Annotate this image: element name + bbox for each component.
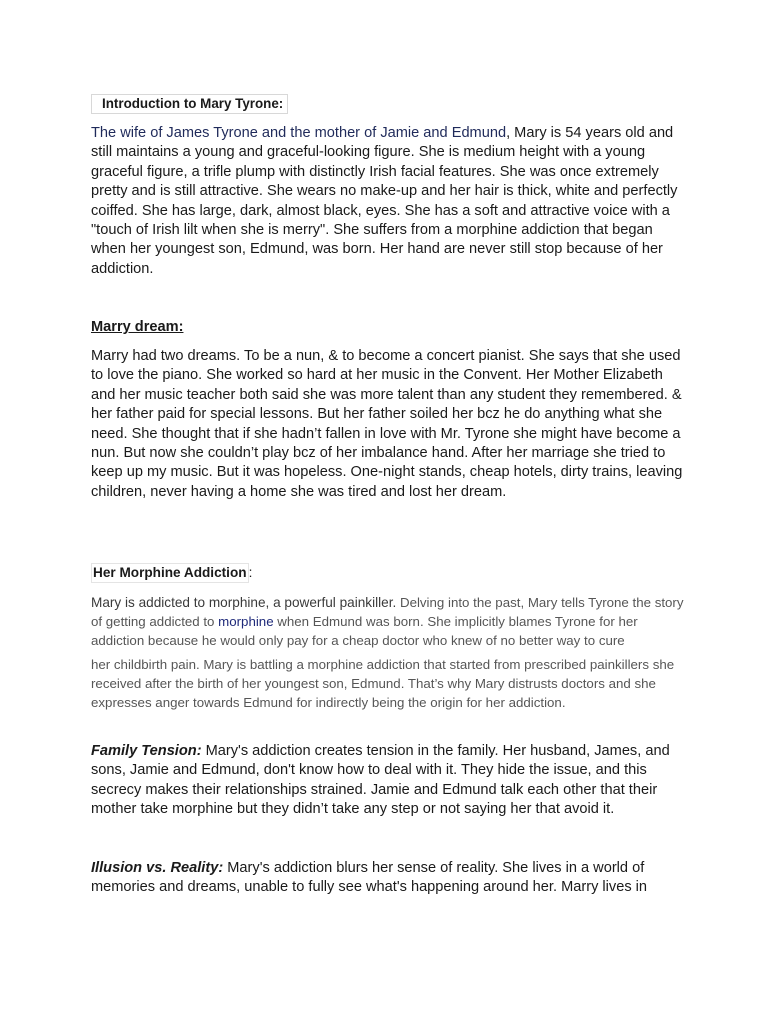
morphine-heading-block — [91, 563, 691, 583]
intro-paragraph-block — [91, 124, 691, 279]
intro-heading-block — [91, 94, 691, 114]
dream-paragraph: Marry had two dreams. To be a nun, & to become a concert pianist. She says that she used to love the piano. She worked so hard at her music in the Convent. Her Mother Elizabeth and her music teacher both said she was more talent than any student they remembered. & her father paid for special lessons. But her father soiled her bcz he do anything what she need. She thought that if she hadn’t fallen in love with Mr. Tyrone she might have become a nun. But now she couldn’t play bcz of her imbalance hand. After her marriage she tried to keep up my music. But it was hopeless. One-night stands, cheap hotels, dirty trains, leaving children, never having a home she was tired and lost her dream. — [91, 348, 683, 500]
morphine-part4: Mary is battling a morphine addiction that started from prescribed painkillers she received after the birth of her youngest son, Edmund. That’s why Mary distrusts doctors and she expresses anger towards Edmund for indirectly being the origin for her addiction. — [91, 656, 675, 710]
intro-lead: The wife of James Tyrone and the mother of Jamie and Edmund — [91, 125, 507, 141]
dream-paragraph-block — [91, 347, 691, 502]
morphine-lead: Mary is addicted to morphine, a powerful painkiller. — [91, 595, 397, 610]
dream-heading: Marry dream: — [91, 319, 184, 335]
morphine-heading: Her Morphine Addiction — [91, 563, 249, 583]
intro-body: , Mary is 54 years old and still maintains a young and graceful-looking figure. She is medium height with a young graceful figure, a trifle plump with distinctly Irish facial features. She was once extremely pretty and is still attractive. She wears no make-up and her hair is thick, white and perfectly coiffed. She has large, dark, almost black, eyes. She has a soft and attractive voice with a "touch of Irish lilt when she is merry". She suffers from a morphine addiction that began when her youngest son, Edmund, was born. Her hand are never still stop because of her addiction. — [91, 125, 678, 277]
family-paragraph-block — [91, 742, 691, 820]
morphine-paragraph-block — [91, 594, 691, 712]
family-heading: Family Tension: — [91, 743, 202, 759]
intro-paragraph — [91, 124, 691, 279]
illusion-paragraph-block — [91, 859, 691, 898]
morphine-link-word: morphine — [218, 613, 274, 629]
illusion-heading: Illusion vs. Reality: — [91, 860, 224, 876]
morphine-part3: her childbirth pain. — [91, 656, 200, 672]
family-body: Mary's addiction creates tension in the family. Her husband, James, and sons, Jamie and Edmund, don't know how to deal with it. They hide the issue, and this secrecy makes their relationships strained. Jamie and Edmund talk each other that their mother take morphine but they didn’t take any step or not saying her that avoid it. — [91, 743, 670, 818]
dream-heading-block — [91, 318, 691, 337]
family-paragraph — [91, 742, 691, 820]
intro-heading: Introduction to Mary Tyrone: — [91, 94, 288, 114]
illusion-paragraph — [91, 859, 691, 898]
morphine-paragraph-2 — [91, 656, 691, 713]
morphine-paragraph-1 — [91, 594, 691, 651]
illusion-body: Mary's addiction blurs her sense of reality. She lives in a world of memories and dreams, unable to fully see what's happening around her. Marry lives in — [91, 860, 648, 896]
morphine-part1: Delving into the past, Mary tells Tyrone the story of getting addicted to — [91, 595, 684, 629]
morphine-heading-colon: : — [248, 565, 253, 580]
morphine-part2: when Edmund was born. She implicitly blames Tyrone for her addiction because he would only pay for a cheap doctor who knew of no better way to cure — [91, 613, 638, 648]
